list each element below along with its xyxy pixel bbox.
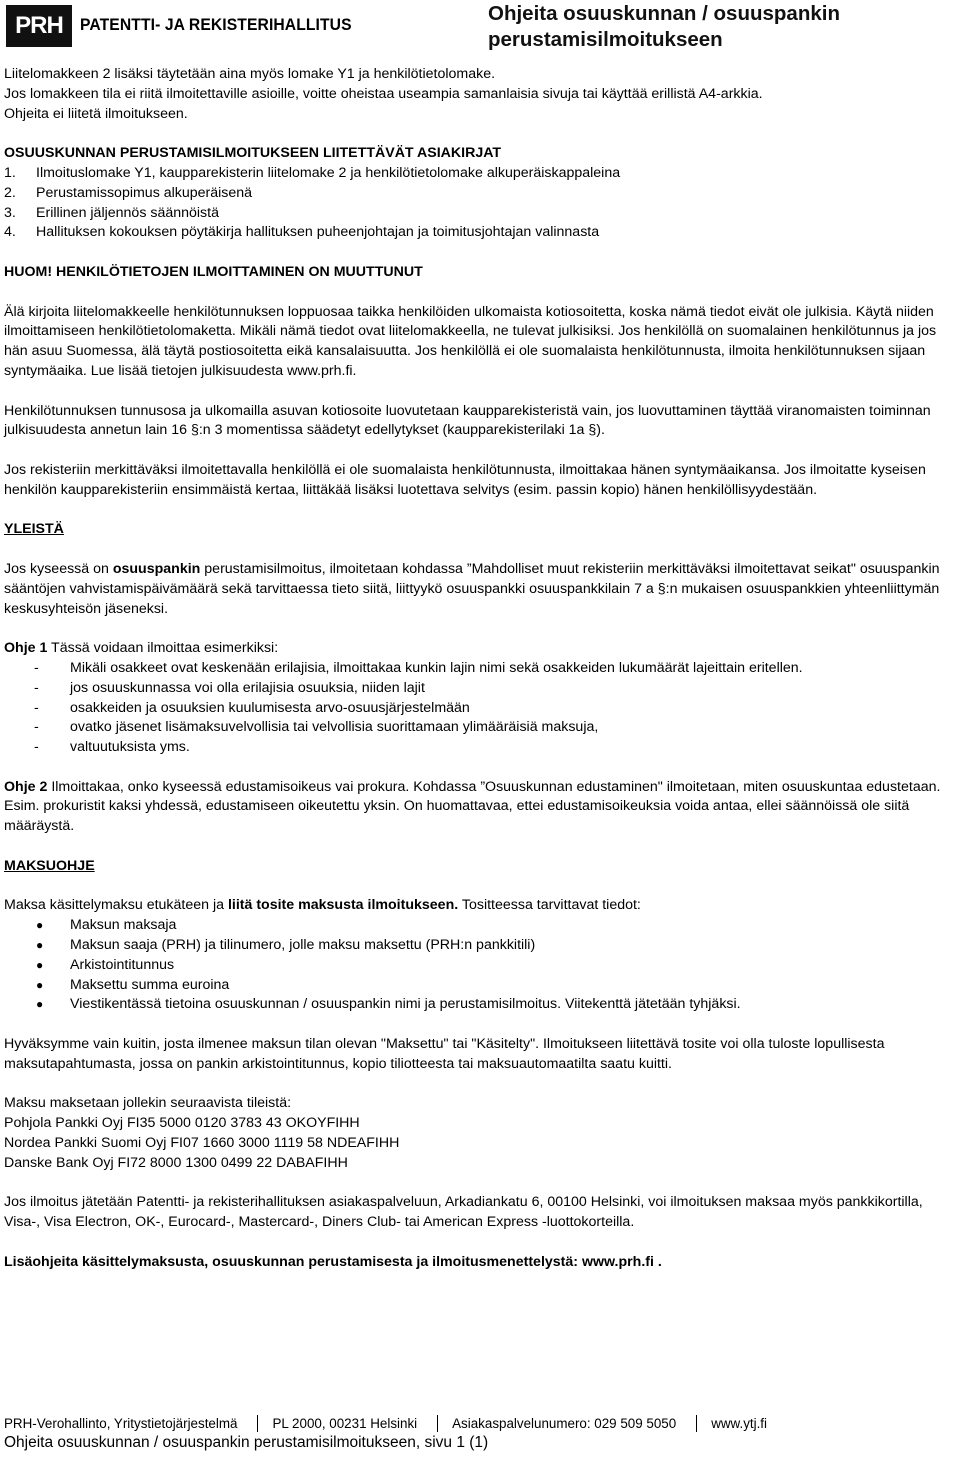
bank-account: Nordea Pankki Suomi Oyj FI07 1660 3000 1119 58 NDEAFIHH <box>4 1135 400 1152</box>
intro-line: Jos lomakkeen tila ei riitä ilmoitettaville asioille, voitte oheistaa useampia samanlaisia sivuja tai käyttää erillistä A4-arkkia. <box>4 85 763 102</box>
receipt-note: Hyväksymme vain kuitin, josta ilmenee maksun tilan olevan "Maksettu" tai "Käsitelty". Ilmoitukseen liitettävä tosite voi olla tuloste lopullisesta maksutapahtumasta, jossa on pankin arkistointitunnus, kopio tiliotteesta tai maksuautomaatilta saatu kuitti. <box>4 1036 885 1072</box>
more-info: Lisäohjeita käsittelymaksusta, osuuskunnan perustamisesta ja ilmoitusmenettelystä: www.prh.fi . <box>4 1253 662 1270</box>
list-item: 1. Ilmoituslomake Y1, kaupparekisterin liitelomake 2 ja henkilötietolomake alkuperäiskappaleina <box>4 164 621 181</box>
document-title <box>488 1 840 53</box>
list-item: 2. Perustamissopimus alkuperäisenä <box>4 184 253 201</box>
list-item: ● Arkistointitunnus <box>4 956 956 976</box>
bullet-icon: ● <box>36 977 44 992</box>
footer-address: PL 2000, 00231 Helsinki <box>272 1416 418 1431</box>
attachments-heading: OSUUSKUNNAN PERUSTAMISILMOITUKSEEN LIITETTÄVÄT ASIAKIRJAT <box>4 145 502 162</box>
guide-1-intro: Ohje 1 Tässä voidaan ilmoittaa esimerkiksi: <box>4 640 279 657</box>
guide-2-paragraph: Ohje 2 Ilmoittakaa, onko kyseessä edustamisoikeus vai prokura. Kohdassa ”Osuuskunnan edustaminen" ilmoitetaan, miten osuuskuntaa edustetaan. Esim. prokuristit kaksi yhdessä, edustamiseen oikeutettu yksin. On huomattavaa, ettei edustamisoikeuksia voida antaa, ellei säännöissä ole siitä määräystä. <box>4 778 941 835</box>
prh-logo <box>6 3 366 49</box>
footer-page-label: Ohjeita osuuskunnan / osuuspankin perustamisilmoitukseen, sivu 1 (1) <box>4 1434 489 1451</box>
payment-intro: Maksa käsittelymaksu etukäteen ja liitä tosite maksusta ilmoitukseen. Tositteessa tarvittavat tiedot: <box>4 897 641 914</box>
general-heading: YLEISTÄ <box>4 521 64 538</box>
footer-org: PRH-Verohallinto, Yritystietojärjestelmä <box>4 1416 238 1431</box>
footer-web-link[interactable]: www.ytj.fi <box>711 1416 768 1431</box>
bank-account: Pohjola Pankki Oyj FI35 5000 0120 3783 43 OKOYFIHH <box>4 1115 360 1132</box>
general-paragraph: Jos kyseessä on osuuspankin perustamisilmoitus, ilmoitetaan kohdassa ”Mahdolliset muut rekisteriin merkittäväksi ilmoitettavat seikat" osuuspankin sääntöjen vahvistamispäivämäärä sekä tarvittaessa tieto siitä, liittyykö osuuspankki osuuspankkilain 7 a §:n mukaisen osuuspankkien yhteenliittymän keskusyhteisön jäseneksi. <box>4 560 940 617</box>
notice-heading: HUOM! HENKILÖTIETOJEN ILMOITTAMINEN ON MUUTTUNUT <box>4 263 423 280</box>
list-item: ● Maksun saaja (PRH) ja tilinumero, jolle maksu maksettu (PRH:n pankkitili) <box>4 936 956 956</box>
document-body <box>4 65 956 1273</box>
accounts-intro: Maksu maksetaan jollekin seuraavista tileistä: <box>4 1095 292 1112</box>
attachments-list <box>4 164 956 243</box>
title-line-1: Ohjeita osuuskunnan / osuuspankin <box>488 2 840 25</box>
bullet-icon: ● <box>36 918 44 933</box>
logo-mark: PRH <box>6 5 72 47</box>
list-item: - ovatko jäsenet lisämaksuvelvollisia tai velvollisia suorittamaan ylimääräisiä maksuja, <box>34 719 599 736</box>
list-item: - valtuutuksista yms. <box>34 739 190 756</box>
logo-text: PATENTTI- JA REKISTERIHALLITUS <box>80 16 352 35</box>
list-item: - osakkeiden ja osuuksien kuulumisesta arvo-osuusjärjestelmään <box>34 699 470 716</box>
bullet-icon: ● <box>36 957 44 972</box>
footer-divider <box>437 1415 438 1432</box>
service-note: Jos ilmoitus jätetään Patentti- ja rekisterihallituksen asiakaspalveluun, Arkadiankatu 6, 00100 Helsinki, voi ilmoituksen maksaa myös pankkikortilla, Visa-, Visa Electron, OK-, Eurocard-, Mastercard-, Diners Club- tai American Express -luottokorteilla. <box>4 1194 923 1231</box>
footer-divider <box>257 1415 258 1432</box>
payment-details-list <box>4 916 956 1015</box>
notice-paragraph: Älä kirjoita liitelomakkeelle henkilötunnuksen loppuosaa taikka henkilöiden ulkomaista kotiosoitetta, koska nämä tiedot eivät ole julkisia. Käytä niiden ilmoittamiseen henkilötietolomaketta. Mikäli nämä tiedot ovat liitelomakkeella, ne tulevat julkisiksi. Jos henkilöllä on suomalainen henkilötunnus ja jos hän asuu Suomessa, älä täytä postiosoitetta eikä kansalaisuutta. Jos henkilöllä ei ole suomalaista henkilötunnusta, ilmoita henkilötunnuksen sijaan syntymäaika. Lue lisää tietojen julkisuudesta www.prh.fi. <box>4 303 937 379</box>
list-item: ● Maksettu summa euroina <box>4 976 956 996</box>
bullet-icon: ● <box>36 938 44 953</box>
payment-heading: MAKSUOHJE <box>4 857 95 874</box>
list-item: 4. Hallituksen kokouksen pöytäkirja hallituksen puheenjohtajan ja toimitusjohtajan valinnasta <box>4 224 600 241</box>
list-item: ● Viestikentässä tietoina osuuskunnan / osuuspankin nimi ja perustamisilmoitus. Viitekenttä jätetään tyhjäksi. <box>4 995 956 1015</box>
intro-line: Liitelomakkeen 2 lisäksi täytetään aina myös lomake Y1 ja henkilötietolomake. <box>4 66 496 82</box>
footer-divider <box>696 1415 697 1432</box>
footer-phone: Asiakaspalvelunumero: 029 509 5050 <box>452 1416 677 1431</box>
footer-contact-row <box>4 1414 956 1433</box>
notice-paragraph: Henkilötunnuksen tunnusosa ja ulkomailla asuvan kotiosoite luovutetaan kaupparekisteristä vain, jos luovuttaminen täyttää viranomaisten toiminnan julkisuudesta annetun lain 16 §:n 3 momentissa säädetyt edellytykset (kaupparekisterilaki 1a §). <box>4 402 931 439</box>
guide-1-list <box>4 659 956 758</box>
bank-account: Danske Bank Oyj FI72 8000 1300 0499 22 DABAFIHH <box>4 1154 348 1171</box>
list-item: - jos osuuskunnassa voi olla erilajisia osuuksia, niiden lajit <box>34 679 425 696</box>
page-header <box>0 0 960 64</box>
list-item: 3. Erillinen jäljennös säännöistä <box>4 204 219 221</box>
notice-paragraph: Jos rekisteriin merkittäväksi ilmoitettavalla henkilöllä ei ole suomalaista henkilötunnusta, ilmoittakaa hänen syntymäaikansa. Jos ilmoitatte kyseisen henkilön kaupparekisteriin ensimmäistä kertaa, liittäkää lisäksi luotettava selvitys (esim. passin kopio) hänen henkilöllisyydestään. <box>4 461 926 498</box>
list-item: ● Maksun maksaja <box>4 916 956 936</box>
title-line-2: perustamisilmoitukseen <box>488 28 723 51</box>
bullet-icon: ● <box>36 997 44 1012</box>
intro-line: Ohjeita ei liitetä ilmoitukseen. <box>4 105 188 122</box>
list-item: - Mikäli osakkeet ovat keskenään erilajisia, ilmoittakaa kunkin lajin nimi sekä osakkeiden lukumäärät lajeittain eritellen. <box>34 659 803 676</box>
page-footer <box>4 1414 956 1454</box>
